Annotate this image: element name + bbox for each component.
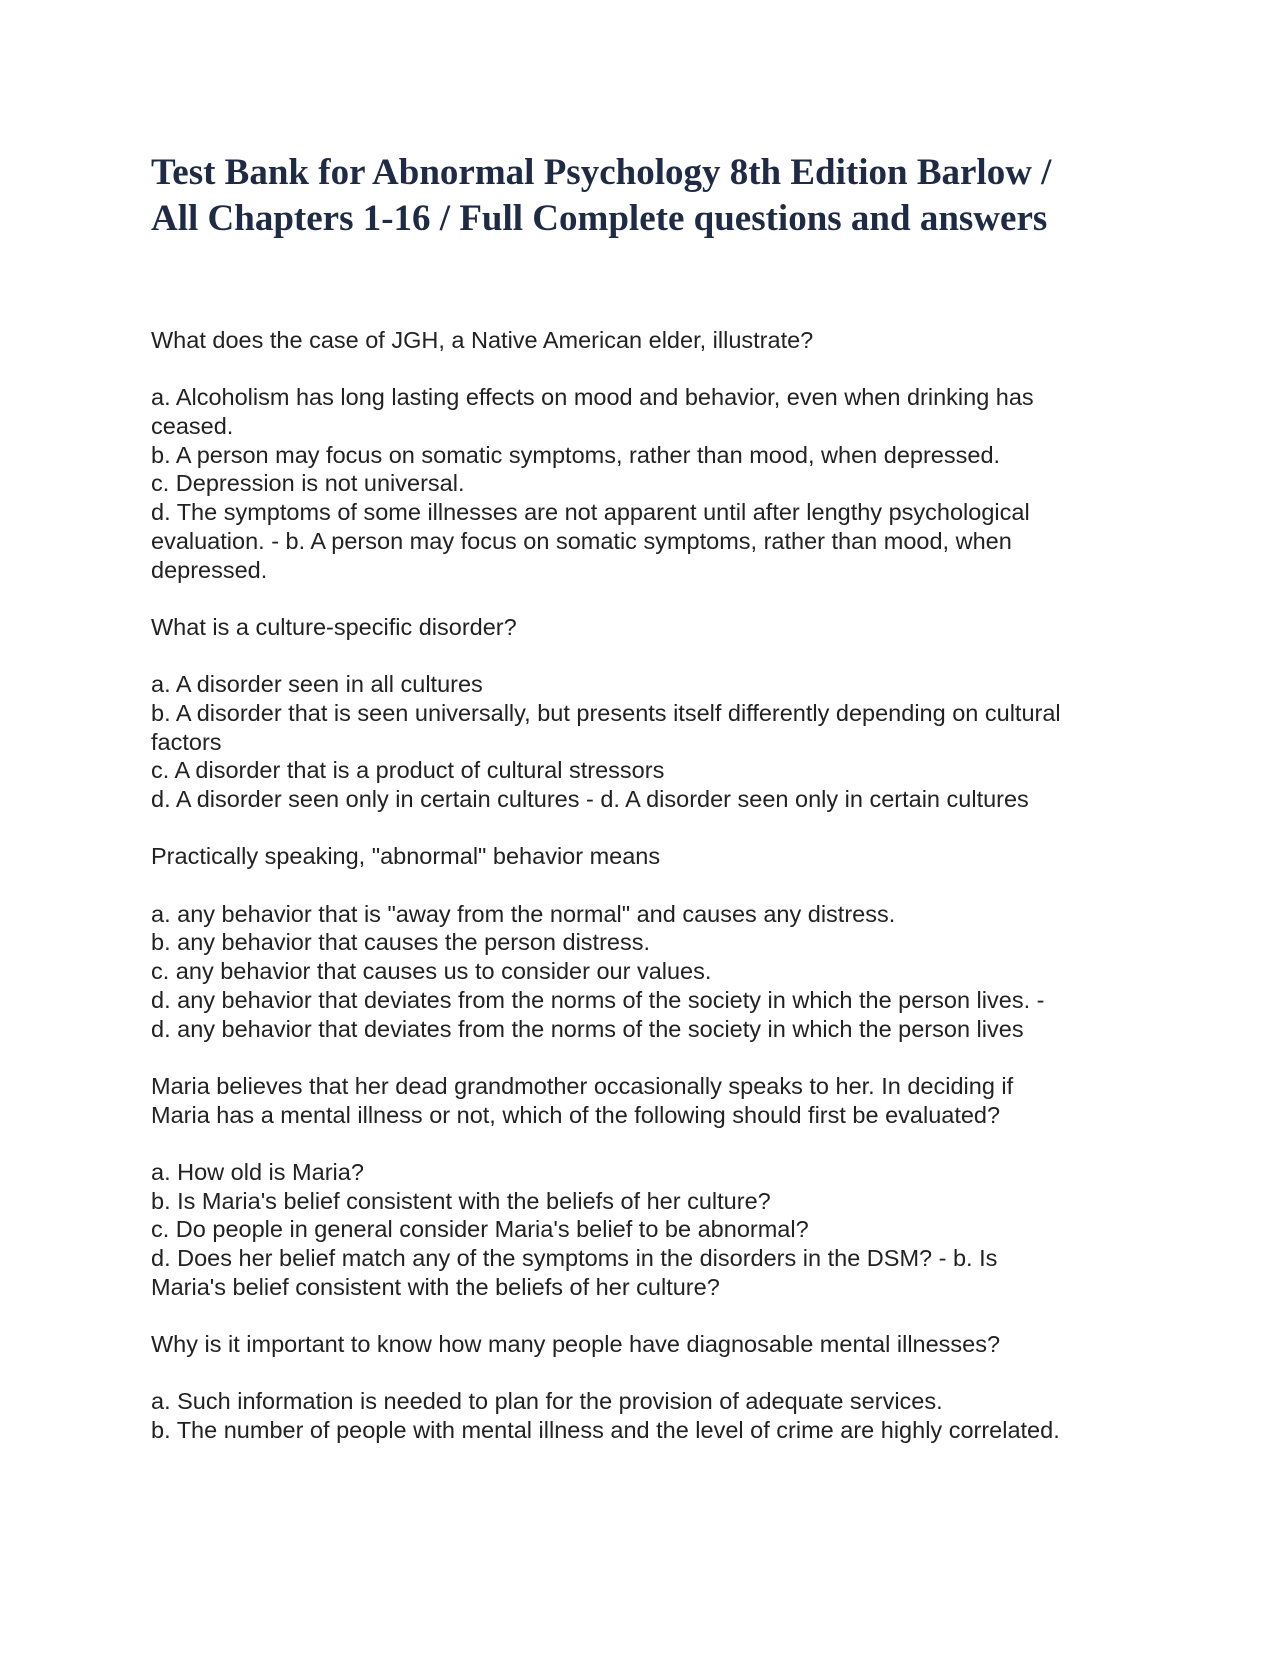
title-line: All Chapters 1-16 / Full Complete questions and answers [151,198,1048,239]
answer-option: c. Do people in general consider Maria's belief to be abnormal? [151,1216,809,1243]
answer-option: d. Does her belief match any of the symptoms in the disorders in the DSM? - b. Is [151,1245,998,1271]
question-block [151,842,1161,1043]
answer-option: b. any behavior that causes the person distress. [151,929,651,956]
answer-option: a. A disorder seen in all cultures [151,671,483,698]
answer-option: d. any behavior that deviates from the norms of the society in which the person lives [151,1015,1024,1042]
answer-option: c. any behavior that causes us to consider our values. [151,958,712,985]
answer-option: a. How old is Maria? [151,1158,364,1185]
answer-option: depressed. [151,556,268,583]
question-list [151,326,1161,1445]
question-block [151,1072,1161,1302]
answer-option: b. Is Maria's belief consistent with the beliefs of her culture? [151,1187,771,1214]
question-block [151,326,1161,584]
question-block [151,1330,1161,1445]
answer-option: a. Alcoholism has long lasting effects on mood and behavior, even when drinking has [151,384,1034,411]
answer-option: Maria's belief consistent with the beliefs of her culture? [151,1273,720,1300]
answer-option: c. Depression is not universal. [151,470,465,497]
question-text: What does the case of JGH, a Native American elder, illustrate? [151,327,814,353]
answer-option: d. any behavior that deviates from the norms of the society in which the person lives. - [151,986,1045,1013]
answer-option: ceased. [151,413,234,440]
answer-option: evaluation. - b. A person may focus on somatic symptoms, rather than mood, when [151,527,1012,554]
question-text: What is a culture-specific disorder? [151,613,517,640]
question-block [151,613,1161,814]
answer-option: c. A disorder that is a product of cultural stressors [151,757,665,784]
document-title [151,150,1151,242]
answer-option: b. The number of people with mental illness and the level of crime are highly correlated. [151,1417,1060,1444]
question-text: Maria has a mental illness or not, which of the following should first be evaluated? [151,1101,1001,1128]
answer-option: a. Such information is needed to plan for the provision of adequate services. [151,1388,943,1415]
question-text: Practically speaking, "abnormal" behavior means [151,843,661,870]
answer-option: factors [151,728,222,755]
answer-option: d. The symptoms of some illnesses are not apparent until after lengthy psychological [151,499,1030,526]
answer-option: b. A disorder that is seen universally, but presents itself differently depending on cultural [151,699,1061,726]
answer-option: b. A person may focus on somatic symptoms, rather than mood, when depressed. [151,441,1001,468]
title-line: Test Bank for Abnormal Psychology 8th Edition Barlow / [151,152,1052,193]
answer-option: a. any behavior that is "away from the normal" and causes any distress. [151,900,896,927]
answer-option: d. A disorder seen only in certain cultures - d. A disorder seen only in certain cultures [151,786,1029,812]
question-text: Maria believes that her dead grandmother occasionally speaks to her. In deciding if [151,1072,1014,1099]
question-text: Why is it important to know how many people have diagnosable mental illnesses? [151,1331,1001,1358]
